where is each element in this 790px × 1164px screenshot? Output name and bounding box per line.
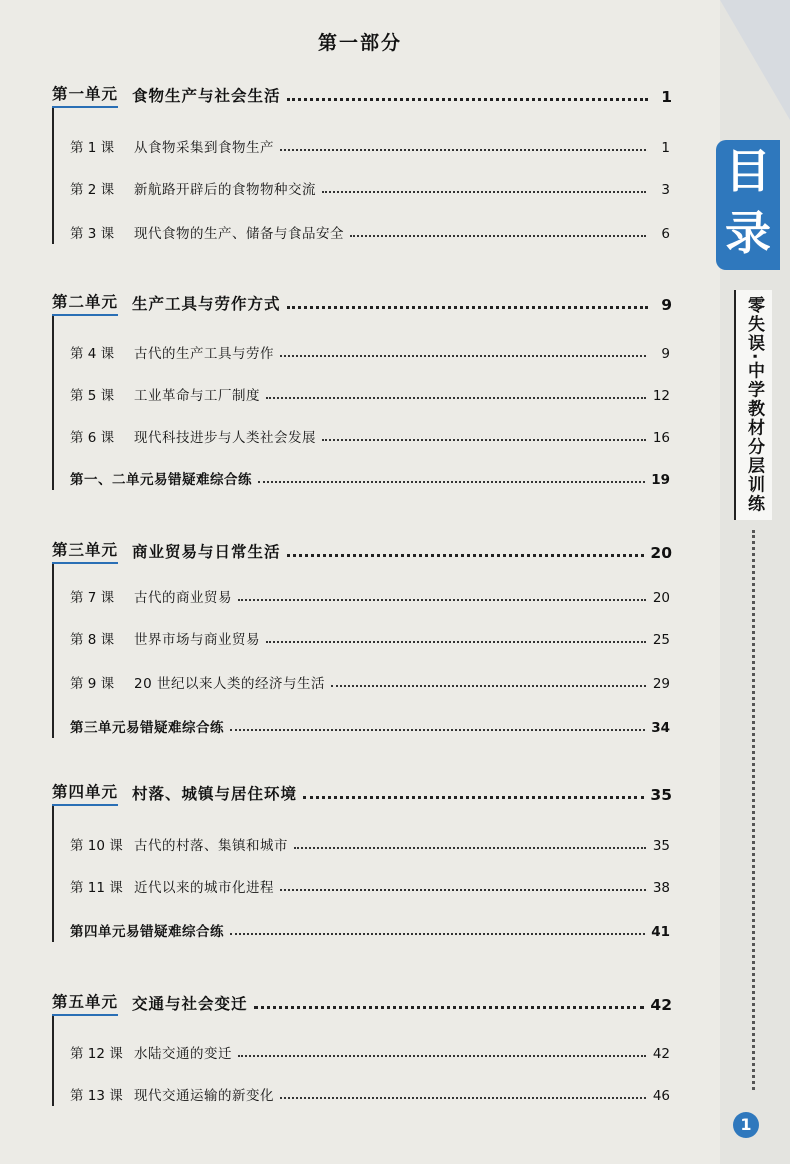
lesson-title: 第四单元易错疑难综合练 bbox=[70, 924, 224, 940]
page-corner-fold bbox=[720, 0, 790, 120]
unit-title: 村落、城镇与居住环境 bbox=[132, 785, 298, 803]
lesson-title: 古代的生产工具与劳作 bbox=[134, 346, 274, 362]
lesson-item[interactable] bbox=[70, 176, 670, 198]
lesson-number: 第 13 课 bbox=[70, 1088, 123, 1104]
lesson-page: 20 bbox=[652, 590, 670, 606]
unit-page: 1 bbox=[661, 88, 672, 106]
dot-leader bbox=[287, 98, 648, 101]
lesson-title: 世界市场与商业贸易 bbox=[134, 632, 260, 648]
lesson-number: 第 3 课 bbox=[70, 226, 115, 242]
dot-leader bbox=[287, 306, 648, 309]
lesson-item[interactable] bbox=[70, 1040, 670, 1062]
lesson-item[interactable] bbox=[70, 1082, 670, 1104]
unit-page: 9 bbox=[661, 296, 672, 314]
lesson-title: 现代交通运输的新变化 bbox=[134, 1088, 274, 1104]
unit-title: 食物生产与社会生活 bbox=[132, 87, 281, 105]
lesson-item[interactable] bbox=[70, 220, 670, 242]
dot-leader bbox=[322, 439, 646, 441]
lesson-title: 现代科技进步与人类社会发展 bbox=[134, 430, 316, 446]
lesson-page: 41 bbox=[651, 924, 670, 940]
unit-title: 生产工具与劳作方式 bbox=[132, 295, 281, 313]
unit-heading[interactable] bbox=[52, 538, 672, 564]
unit-bracket bbox=[52, 108, 54, 244]
unit-name: 第一单元 bbox=[52, 82, 118, 108]
unit-page: 42 bbox=[650, 996, 672, 1014]
lesson-title: 现代食物的生产、储备与食品安全 bbox=[134, 226, 344, 242]
unit-name: 第二单元 bbox=[52, 290, 118, 316]
page-number-badge: 1 bbox=[733, 1112, 759, 1138]
unit-name: 第四单元 bbox=[52, 780, 118, 806]
lesson-page: 29 bbox=[652, 676, 670, 692]
lesson-page: 3 bbox=[661, 182, 670, 198]
lesson-item[interactable] bbox=[70, 424, 670, 446]
unit-heading[interactable] bbox=[52, 990, 672, 1016]
dot-leader bbox=[331, 685, 646, 687]
review-item[interactable] bbox=[70, 466, 670, 488]
lesson-title: 工业革命与工厂制度 bbox=[134, 388, 260, 404]
lesson-item[interactable] bbox=[70, 340, 670, 362]
brand-strip: 零失误·中学教材分层训练 bbox=[734, 290, 772, 520]
unit-page: 35 bbox=[650, 786, 672, 804]
lesson-number: 第 10 课 bbox=[70, 838, 123, 854]
dot-leader bbox=[322, 191, 646, 193]
part-title: 第一部分 bbox=[317, 32, 402, 54]
unit-name: 第三单元 bbox=[52, 538, 118, 564]
dot-leader bbox=[266, 397, 646, 399]
lesson-number: 第 11 课 bbox=[70, 880, 123, 896]
dot-leader bbox=[258, 481, 645, 483]
dot-leader bbox=[303, 796, 644, 799]
lesson-number: 第 5 课 bbox=[70, 388, 115, 404]
lesson-page: 9 bbox=[661, 346, 670, 362]
lesson-title: 水陆交通的变迁 bbox=[134, 1046, 232, 1062]
lesson-page: 38 bbox=[652, 880, 670, 896]
dot-leader bbox=[280, 1097, 646, 1099]
lesson-page: 25 bbox=[652, 632, 670, 648]
unit-page: 20 bbox=[650, 544, 672, 562]
dot-leader bbox=[287, 554, 645, 557]
lesson-number: 第 8 课 bbox=[70, 632, 115, 648]
lesson-page: 35 bbox=[652, 838, 670, 854]
review-item[interactable] bbox=[70, 918, 670, 940]
lesson-title: 古代的商业贸易 bbox=[134, 590, 232, 606]
lesson-item[interactable] bbox=[70, 670, 670, 692]
lesson-number: 第 1 课 bbox=[70, 140, 115, 156]
lesson-title: 第三单元易错疑难综合练 bbox=[70, 720, 224, 736]
lesson-page: 6 bbox=[661, 226, 670, 242]
lesson-number: 第 9 课 bbox=[70, 676, 115, 692]
lesson-title: 第一、二单元易错疑难综合练 bbox=[70, 472, 252, 488]
dot-leader bbox=[280, 149, 646, 151]
dot-leader bbox=[238, 1055, 646, 1057]
unit-name: 第五单元 bbox=[52, 990, 118, 1016]
unit-title: 商业贸易与日常生活 bbox=[132, 543, 281, 561]
lesson-item[interactable] bbox=[70, 832, 670, 854]
dot-leader bbox=[266, 641, 646, 643]
unit-heading[interactable] bbox=[52, 82, 672, 108]
dot-leader bbox=[294, 847, 646, 849]
lesson-page: 46 bbox=[652, 1088, 670, 1104]
lesson-page: 12 bbox=[652, 388, 670, 404]
lesson-title: 古代的村落、集镇和城市 bbox=[134, 838, 288, 854]
lesson-page: 34 bbox=[651, 720, 670, 736]
unit-heading[interactable] bbox=[52, 780, 672, 806]
contents-tab bbox=[716, 140, 780, 270]
lesson-page: 16 bbox=[652, 430, 670, 446]
unit-bracket bbox=[52, 564, 54, 738]
dot-leader bbox=[254, 1006, 645, 1009]
unit-bracket bbox=[52, 316, 54, 490]
lesson-title: 20 世纪以来人类的经济与生活 bbox=[134, 676, 325, 692]
lesson-item[interactable] bbox=[70, 134, 670, 156]
unit-bracket bbox=[52, 1016, 54, 1106]
contents-tab-label: 目录 bbox=[725, 144, 771, 260]
unit-title: 交通与社会变迁 bbox=[132, 995, 248, 1013]
lesson-page: 1 bbox=[661, 140, 670, 156]
lesson-number: 第 4 课 bbox=[70, 346, 115, 362]
dot-leader bbox=[280, 355, 646, 357]
dot-leader bbox=[280, 889, 646, 891]
lesson-item[interactable] bbox=[70, 874, 670, 896]
dot-leader bbox=[230, 729, 645, 731]
lesson-page: 42 bbox=[652, 1046, 670, 1062]
review-item[interactable] bbox=[70, 714, 670, 736]
lesson-number: 第 12 课 bbox=[70, 1046, 123, 1062]
unit-bracket bbox=[52, 806, 54, 942]
lesson-number: 第 7 课 bbox=[70, 590, 115, 606]
dot-leader bbox=[350, 235, 646, 237]
unit-heading[interactable] bbox=[52, 290, 672, 316]
vertical-dotted-line bbox=[752, 530, 755, 1090]
lesson-title: 近代以来的城市化进程 bbox=[134, 880, 274, 896]
dot-leader bbox=[230, 933, 645, 935]
lesson-item[interactable] bbox=[70, 382, 670, 404]
lesson-item[interactable] bbox=[70, 584, 670, 606]
lesson-number: 第 6 课 bbox=[70, 430, 115, 446]
lesson-page: 19 bbox=[651, 472, 670, 488]
lesson-title: 新航路开辟后的食物物种交流 bbox=[134, 182, 316, 198]
dot-leader bbox=[238, 599, 646, 601]
lesson-item[interactable] bbox=[70, 626, 670, 648]
lesson-number: 第 2 课 bbox=[70, 182, 115, 198]
lesson-title: 从食物采集到食物生产 bbox=[134, 140, 274, 156]
